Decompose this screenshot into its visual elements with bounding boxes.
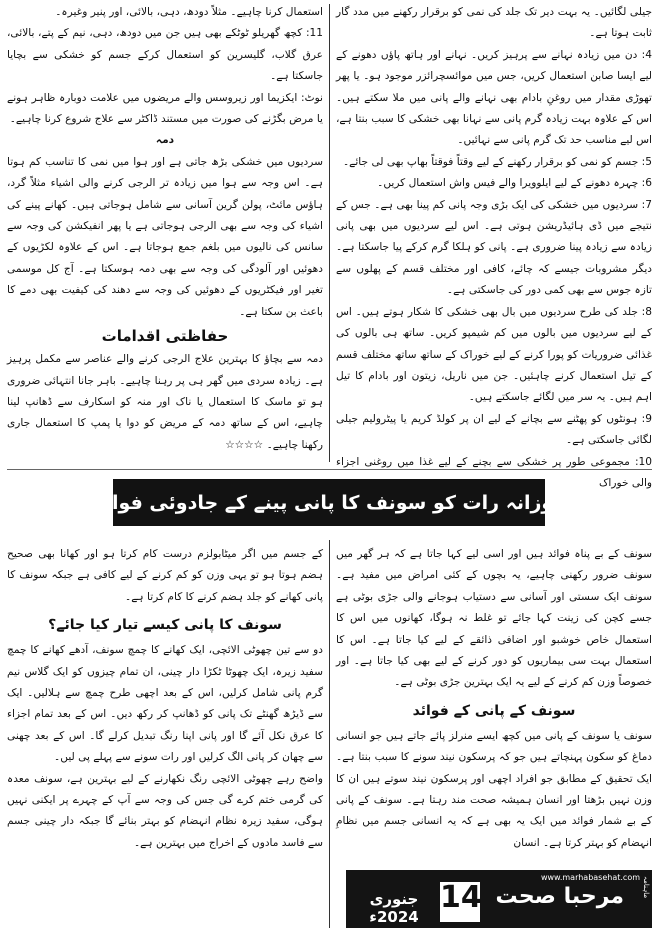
top-right-column [336,2,652,494]
article-title: روزانہ رات کو سونف کا پانی پینے کے جادوئی فوائد [93,491,565,514]
website-url: www.marhabasehat.com [540,873,640,882]
issue-date: جنوری 2024ء [369,890,419,926]
asthma-paragraph: سردیوں میں خشکی بڑھ جاتی ہے اور ہوا میں نمی کا تناسب کم ہوتا ہے۔ اس وجہ سے ہوا میں زیادہ تر الرجی کرنے والی اشیاء مثلاً گرد، ہاؤس مائٹ، پولن گرین آسانی سے شامل ہوجاتی ہیں۔ کھانے پینے کی اشیاء کی وجہ سے بھی الرجی ہوجاتی ہے یا پھر انفیکشن کی وجہ سے سانس کی نالیوں میں بلغم جمع ہوجاتا ہے۔ اس کے علاوہ لکڑیوں کے دھوئیں اور آلودگی کی وجہ سے بھی دمہ ہوسکتا ہے۔ آج کل موسمی تغیر اور فیکٹریوں کے دھوئیں کی وجہ سے دھند کی کیفیت بھی دمے کا باعث بن سکتا ہے۔ [7,155,323,318]
asthma-heading: دمہ [155,134,175,147]
tip-4: 4: دن میں زیادہ نہانے سے پرہیز کریں۔ نہانے اور ہاتھ پاؤں دھونے کے لیے ایسا صابن استعمال کریں، جس میں موائسچرائزر موجود ہو۔ یا پھر تھوڑی مقدار میں روغنِ بادام بھی نہانے والے پانی میں ملا سکتے ہیں۔ اس کے علاوہ بہت زیادہ گرم پانی سے نہانا بھی خشکی کا سبب بنتا ہے، اس لیے مناسب حد تک گرم پانی سے نہائیں۔ [336,48,652,147]
page-number: 14 [440,880,482,915]
magazine-title: مرحبا صحت [495,884,624,909]
precautions-text: دمہ سے بچاؤ کا بہترین علاج الرجی کرنے والے عناصر سے مکمل پرہیز ہے۔ زیادہ سردی میں گھر ہی پر رہنا چاہیے۔ باہر جانا انتہائی ضروری ہو تو ماسک کا استعمال یا ناک اور منہ کو اسکارف سے ڈھانپ لینا چاہیے، اس کے ساتھ دمہ کے مریض کو دوا یا پمپ کا استعمال جاری رکھنا چاہیے۔ [7,353,323,451]
tip-10: 10: مجموعی طور پر خشکی سے بچنے کے لیے غذا میں روغنی اجزاء والی خوراک [336,455,652,489]
end-stars: ☆☆☆☆ [225,438,264,451]
tip-5: 5: جسم کو نمی کو برقرار رکھنے کے لیے وقتاً فوقتاً بھاپ بھی لی جائے۔ [342,155,652,168]
article-paragraph: جیلی لگائیں۔ یہ بہت دیر تک جلد کی نمی کو برقرار رکھنے میں مدد گار ثابت ہوتا ہے۔ [336,6,652,40]
intro-paragraph: سونف کے بے پناہ فوائد ہیں اور اسی لیے کہا جاتا ہے کہ ہر گھر میں سونف ضرور رکھنی چاہیے، یہ بچوں کے کئی امراض میں مفید ہے۔ سونف ایک سستی اور آسانی سے دستیاب ہوجانے والی جڑی بوٹی ہے جسے کچن کی زینت کہا جائے تو غلط نہ ہوگا، کھانوں میں اس کا استعمال خاص خوشبو اور اضافی ذائقے کے لیے کیا جاتا ہے۔ اس کا استعمال بہت سی بیماریوں کو دور کرنے کے لیے بھی کیا جاتا ہے۔ اور خصوصاً وزن کم کرنے کے لیے یہ ایک بہترین جڑی بوٹی ہے۔ [336,548,652,689]
preparation-paragraph: دو سے تین چھوٹی الائچی، ایک کھانے کا چمچ سونف، آدھے کھانے کا چمچ سفید زیرہ، ایک چھوٹا ٹکڑا دار چینی، ان تمام چیزوں کو ایک گلاس نیم گرم پانی شامل کرلیں، اس کے بعد اچھی طرح چمچ سے ہلالیں۔ ایک سے ڈیڑھ گھنٹے تک پانی کو ڈھانپ کر رکھ دیں۔ اس کے بعد تمام اجزاء کا عرق نکل آئے گا اور پانی اپنا رنگ تبدیل کرلے گا۔ اس کے بعد چھنی سے چھان کر پانی الگ کرلیں اور رات سونے سے پہلے پی لیں۔ [7,644,323,764]
article-paragraph: استعمال کرنا چاہیے۔ مثلاً دودھ، دہی، بالائی، اور پنیر وغیرہ۔ [55,6,323,18]
tip-8: 8: جلد کی طرح سردیوں میں بال بھی خشکی کا شکار ہوتے ہیں۔ اس کے لیے سردیوں میں بالوں میں کم شیمپو کریں۔ ساتھ ہی بالوں کی غذائی ضروریات کو پورا کرنے کے لیے خوراک کے ساتھ ساتھ مختلف قسم کے تیل استعمال کرنے چاہئیں۔ جن میں ناریل، زیتون اور بادام کا تیل اہم ہیں۔ یہ سر میں لگائے جاسکتے ہیں۔ [336,305,652,404]
bottom-left-column [7,544,323,854]
monthly-label: ماہنامہ [642,876,650,899]
benefits-heading: سونف کے پانی کے فوائد [412,702,576,719]
note-paragraph: نوٹ: ایکزیما اور زیروسس والے مریضوں میں علامت دوبارہ ظاہر ہونے یا مرض بگڑنے کی صورت میں مستند ڈاکٹر سے علاج شروع کرنا چاہیے۔ [7,91,323,126]
intro-continued-paragraph: کے جسم میں اگر میٹابولزم درست کام کرتا ہو اور کھانا بھی صحیح ہضم ہوتا ہو تو یہی وزن کو کم کرنے کے لیے کافی ہے جبکہ سونف کا پانی کھانے کو جلد ہضم کرنے کا کام کرتا ہے۔ [7,548,323,603]
benefits-paragraph: سونف یا سونف کے پانی میں کچھ ایسے منرلز پائے جاتے ہیں جو انسانی دماغ کو سکون پہنچاتے ہیں جو کہ پرسکون نیند سونے کا سبب بنتا ہے۔ ایک تحقیق کے مطابق جو افراد اچھی اور پرسکون نیند سوتے ہیں ان کا وزن نہیں بڑھتا اور انسان ہمیشہ صحت مند رہتا ہے۔ سونف کے پانی کے بے شمار فوائد میں ایک یہ بھی ہے کہ یہ انسانی جسم میں نظامِ انہضام کو بہتر کرتا ہے۔ انسان [336,729,652,849]
precautions-heading: حفاظتی اقدامات [101,327,229,346]
tip-7: 7: سردیوں میں خشکی کی ایک بڑی وجہ پانی کم پینا بھی ہے۔ جس کے نتیجے میں ڈی ہائیڈریشن ہوتی ہے۔ اس لیے سردیوں میں بھی پانی زیادہ سے زیادہ پینا ضروری ہے۔ پانی کو ہلکا گرم کرکے پیا جاسکتا ہے۔ دیگر مشروبات جیسے کہ چائے، کافی اور مختلف قسم کے پھلوں سے تازہ جوس سے بھی کمی دور کی جاسکتی ہے۔ [336,198,652,297]
preparation-paragraph-2: واضح رہے چھوٹی الائچی رنگ نکھارنے کے لیے بہترین ہے، سونف معدہ کی گرمی ختم کرے گی جس کی وجہ سے آپ کے چہرے پر ایکنی نہیں ہوگی، سفید زیرہ نظام انہضام کو بہتر بنائے گا جبکہ دار چینی جسم سے فاسد مادوں کے اخراج میں بہترین ہے۔ [7,772,323,849]
top-left-column [7,2,323,456]
column-divider [329,540,330,928]
section-divider [7,469,652,470]
tip-6: 6: چہرہ دھونے کے لیے ایلوویرا والے فیس واش استعمال کریں۔ [377,177,652,190]
article-title-banner [93,479,565,526]
bottom-right-column [336,544,652,854]
precautions-paragraph [7,349,323,456]
preparation-heading: سونف کا پانی کیسے تیار کیا جائے؟ [48,617,282,634]
column-divider [329,4,330,462]
tip-9: 9: ہونٹوں کو پھٹنے سے بچانے کے لیے ان پر کولڈ کریم یا پیٹرولیم جیلی لگائی جاسکتی ہے۔ [336,412,652,447]
tip-11: 11: کچھ گھریلو ٹوٹکے بھی ہیں جن میں دودھ، دہی، نیم کے پتے، بالائی، عرق گلاب، گلیسرین کو استعمال کرکے جسم کو خشکی سے بچایا جاسکتا ہے۔ [7,27,323,83]
